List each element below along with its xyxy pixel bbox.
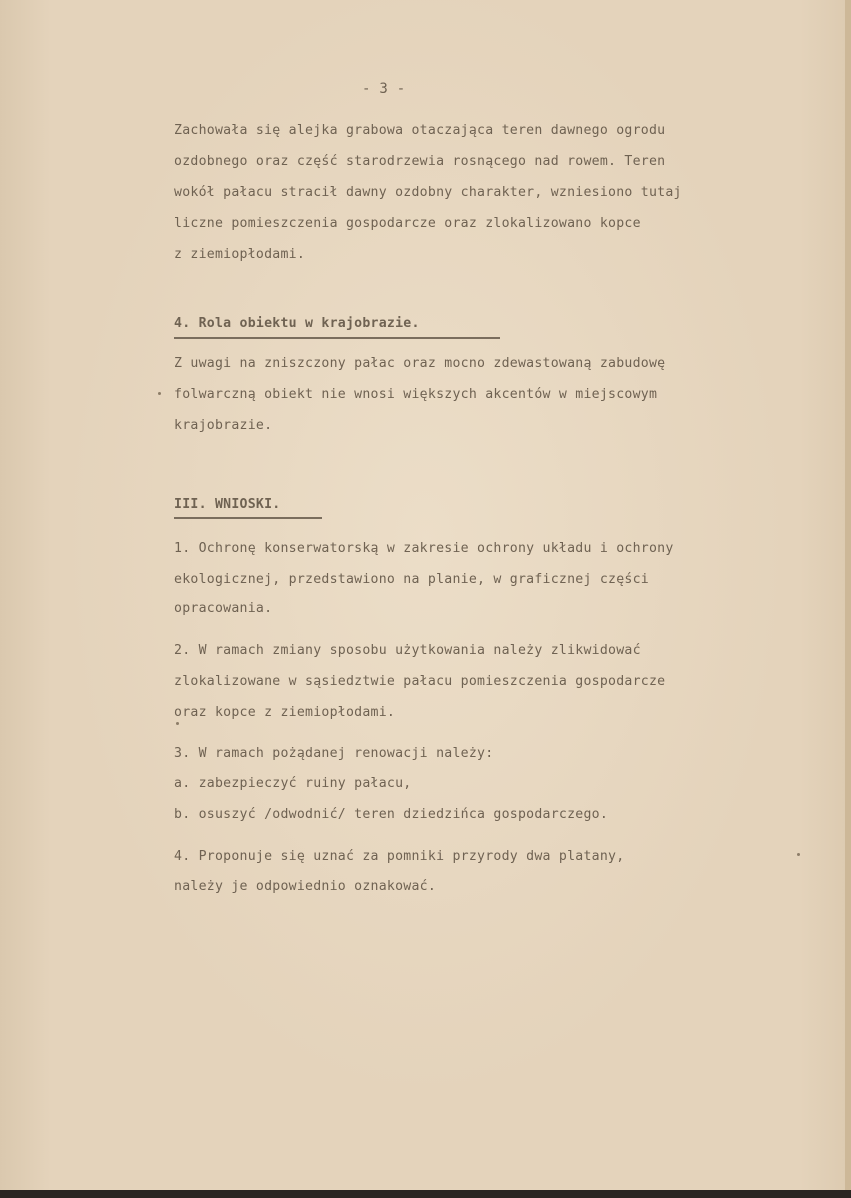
list-item-line: 3. W ramach pożądanej renowacji należy: <box>174 746 494 761</box>
list-item-line: 4. Proponuje się uznać za pomniki przyrody dwa platany, <box>174 849 625 864</box>
paper-speck <box>797 853 800 856</box>
paragraph-line: z ziemiopłodami. <box>174 247 306 262</box>
paragraph-line: folwarczną obiekt nie wnosi większych akcentów w miejscowym <box>174 387 658 402</box>
list-item-line: zlokalizowane w sąsiedztwie pałacu pomieszczenia gospodarcze <box>174 674 666 689</box>
section-heading-role-in-landscape: 4. Rola obiektu w krajobrazie. <box>174 316 420 331</box>
list-item-line: ekologicznej, przedstawiono na planie, w graficznej części <box>174 572 649 587</box>
scan-bottom-border <box>0 1190 851 1198</box>
heading-underline <box>174 337 500 339</box>
paragraph-line: ozdobnego oraz część starodrzewia rosnącego nad rowem. Teren <box>174 154 666 169</box>
paragraph-line: krajobrazie. <box>174 418 273 433</box>
list-item-line: b. osuszyć /odwodnić/ teren dziedzińca gospodarczego. <box>174 807 609 822</box>
paragraph-line: liczne pomieszczenia gospodarcze oraz zlokalizowano kopce <box>174 216 641 231</box>
list-item-line: należy je odpowiednio oznakować. <box>174 879 437 894</box>
paragraph-line: Zachowała się alejka grabowa otaczająca teren dawnego ogrodu <box>174 123 666 138</box>
paragraph-line: Z uwagi na zniszczony pałac oraz mocno zdewastowaną zabudowę <box>174 356 666 371</box>
section-heading-conclusions: III. WNIOSKI. <box>174 497 281 512</box>
paper-edge-right <box>845 0 851 1198</box>
paper-speck <box>158 392 161 395</box>
paper-speck <box>176 722 179 725</box>
list-item-line: 2. W ramach zmiany sposobu użytkowania należy zlikwidować <box>174 643 641 658</box>
heading-underline <box>174 517 322 519</box>
paragraph-line: wokół pałacu stracił dawny ozdobny charakter, wzniesiono tutaj <box>174 185 682 200</box>
page-number: - 3 - <box>362 81 406 97</box>
list-item-line: oraz kopce z ziemiopłodami. <box>174 705 396 720</box>
list-item-line: a. zabezpieczyć ruiny pałacu, <box>174 776 412 791</box>
list-item-line: 1. Ochronę konserwatorską w zakresie ochrony układu i ochrony <box>174 541 674 556</box>
list-item-line: opracowania. <box>174 601 273 616</box>
